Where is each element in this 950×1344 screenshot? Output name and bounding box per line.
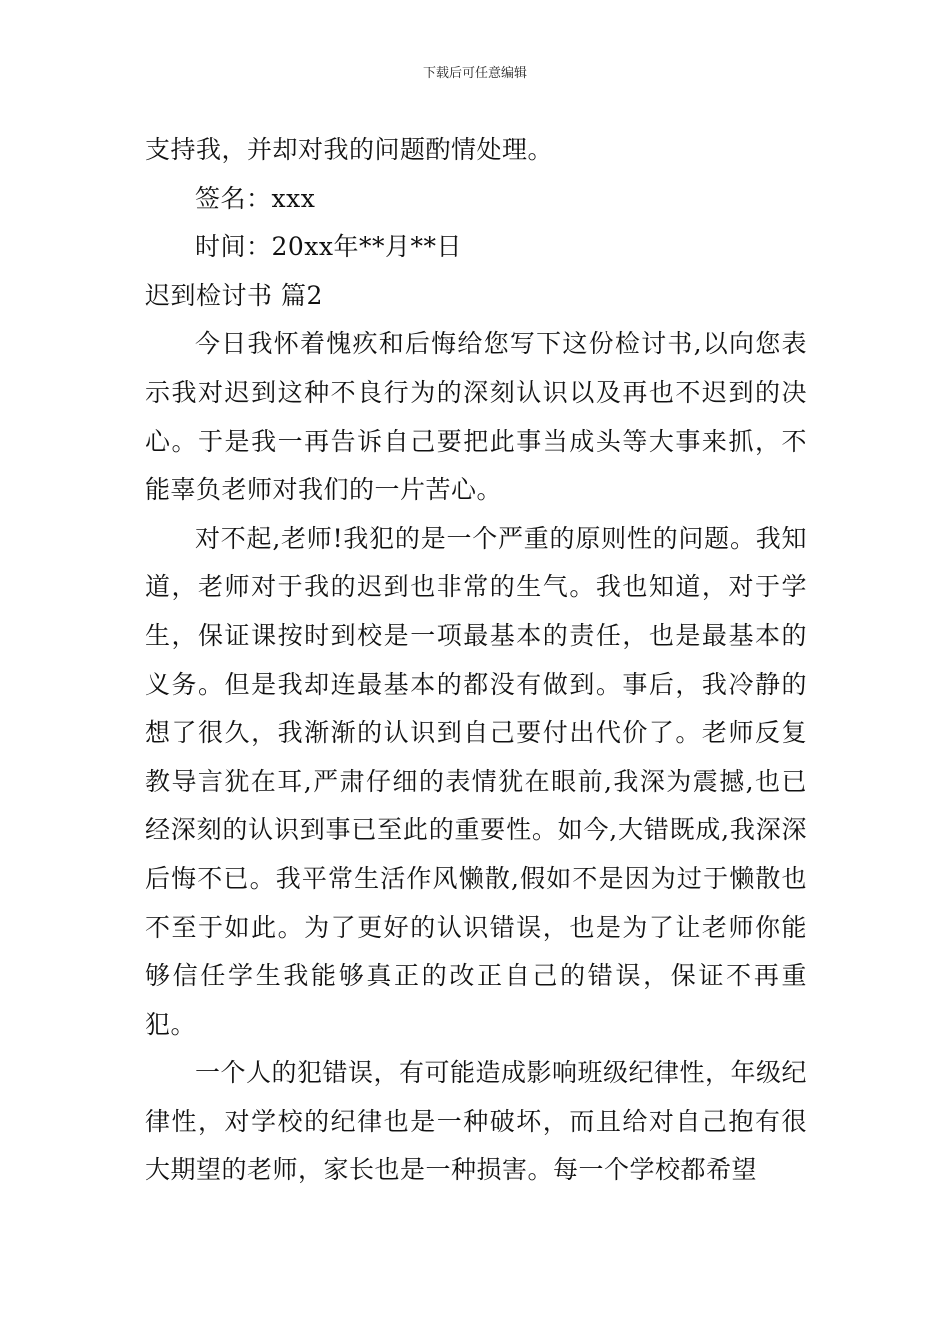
date-line: 时间：20xx年**月**日 [195,232,463,262]
section-title: 迟到检讨书 篇2 [145,280,323,310]
document-body [145,126,807,1195]
opening-line: 支持我，并却对我的问题酌情处理。 [145,135,554,164]
signature-line: 签名：xxx [195,183,316,213]
page-header: 下载后可任意编辑 [422,66,527,81]
paragraph: 一个人的犯错误，有可能造成影响班级纪律性，年级纪律性，对学校的纪律也是一种破坏，而且给对自己抱有很大期望的老师，家长也是一种损害。每一个学校都希望 [145,1058,808,1185]
paragraph: 今日我怀着愧疚和后悔给您写下这份检讨书,以向您表示我对迟到这种不良行为的深刻认识以及再也不迟到的决心。于是我一再告诉自己要把此事当成头等大事来抓，不能辜负老师对我们的一片苦心。 [145,329,807,505]
paragraph: 对不起,老师!我犯的是一个严重的原则性的问题。我知道，老师对于我的迟到也非常的生气。我也知道，对于学生，保证课按时到校是一项最基本的责任，也是最基本的义务。但是我却连最基本的都没有做到。事后，我冷静的想了很久，我渐渐的认识到自己要付出代价了。老师反复教导言犹在耳,严肃仔细的表情犹在眼前,我深为震撼,也已经深刻的认识到事已至此的重要性。如今,大错既成,我深深后悔不已。我平常生活作风懒散,假如不是因为过于懒散也不至于如此。为了更好的认识错误，也是为了让老师你能够信任学生我能够真正的改正自己的错误，保证不再重犯。 [145,523,807,1039]
